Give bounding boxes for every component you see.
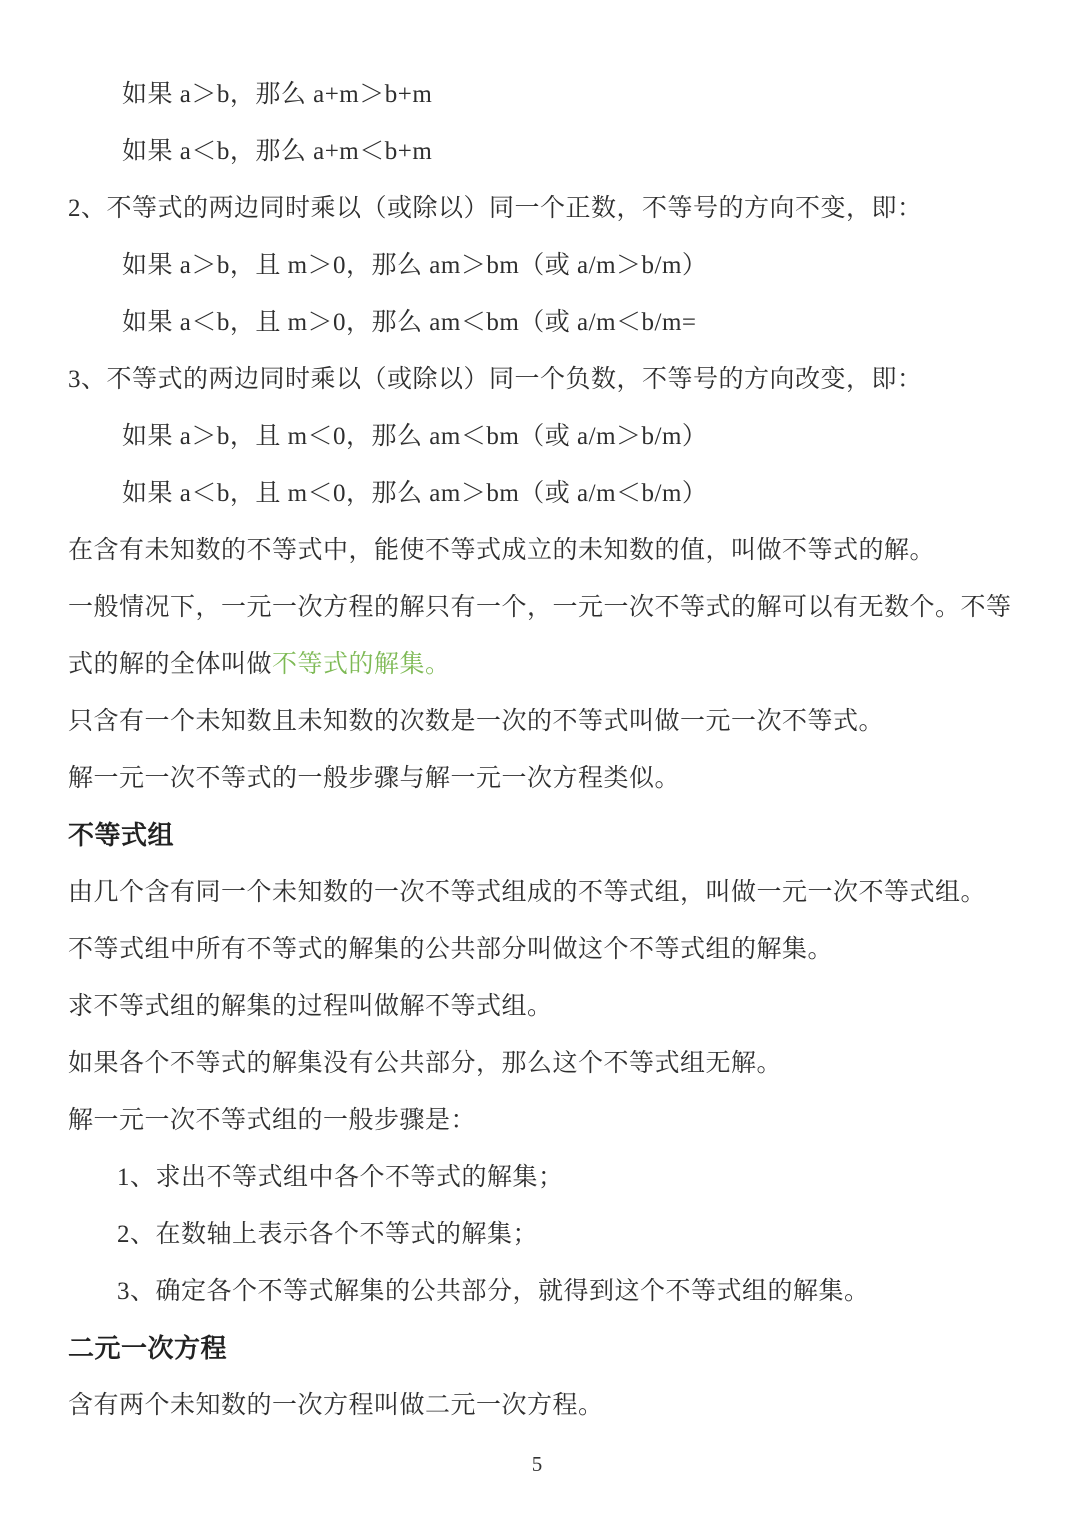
paragraph [0, 636, 1080, 693]
section-heading: 二元一次方程 [68, 1333, 228, 1363]
list-item: 2、在数轴上表示各个不等式的解集； [117, 1221, 539, 1248]
formula-line: 如果 a＞b，且 m＜0，那么 am＜bm（或 a/m＞b/m） [122, 423, 708, 450]
formula-line: 如果 a＜b，且 m＜0，那么 am＞bm（或 a/m＜b/m） [122, 480, 708, 507]
document-content [0, 66, 1080, 1434]
highlighted-term: 不等式的解集。 [272, 651, 451, 678]
paragraph: 3、不等式的两边同时乘以（或除以）同一个负数，不等号的方向改变，即： [68, 366, 923, 393]
paragraph: 不等式组中所有不等式的解集的公共部分叫做这个不等式组的解集。 [68, 936, 834, 963]
page-number: 5 [531, 1452, 543, 1476]
formula-line: 如果 a＞b，且 m＞0，那么 am＞bm（或 a/m＞b/m） [122, 252, 708, 279]
formula-line: 如果 a＜b，且 m＞0，那么 am＜bm（或 a/m＜b/m= [122, 309, 697, 336]
formula-line: 如果 a＞b，那么 a+m＞b+m [122, 81, 433, 108]
paragraph: 由几个含有同一个未知数的一次不等式组成的不等式组，叫做一元一次不等式组。 [68, 879, 987, 906]
paragraph: 在含有未知数的不等式中，能使不等式成立的未知数的值，叫做不等式的解。 [68, 537, 936, 564]
paragraph: 2、不等式的两边同时乘以（或除以）同一个正数，不等号的方向不变，即： [68, 195, 923, 222]
paragraph: 如果各个不等式的解集没有公共部分，那么这个不等式组无解。 [68, 1050, 783, 1077]
section-heading: 不等式组 [68, 820, 175, 850]
paragraph: 解一元一次不等式的一般步骤与解一元一次方程类似。 [68, 765, 681, 792]
paragraph: 解一元一次不等式组的一般步骤是： [68, 1107, 477, 1134]
paragraph: 一般情况下，一元一次方程的解只有一个，一元一次不等式的解可以有无数个。不等 [68, 594, 1012, 621]
list-item: 1、求出不等式组中各个不等式的解集； [117, 1164, 564, 1191]
paragraph: 含有两个未知数的一次方程叫做二元一次方程。 [68, 1392, 604, 1419]
formula-line: 如果 a＜b，那么 a+m＜b+m [122, 138, 433, 165]
paragraph: 求不等式组的解集的过程叫做解不等式组。 [68, 993, 553, 1020]
text-segment: 式的解的全体叫做 [68, 651, 273, 678]
paragraph: 只含有一个未知数且未知数的次数是一次的不等式叫做一元一次不等式。 [68, 708, 885, 735]
list-item: 3、确定各个不等式解集的公共部分，就得到这个不等式组的解集。 [117, 1278, 870, 1305]
